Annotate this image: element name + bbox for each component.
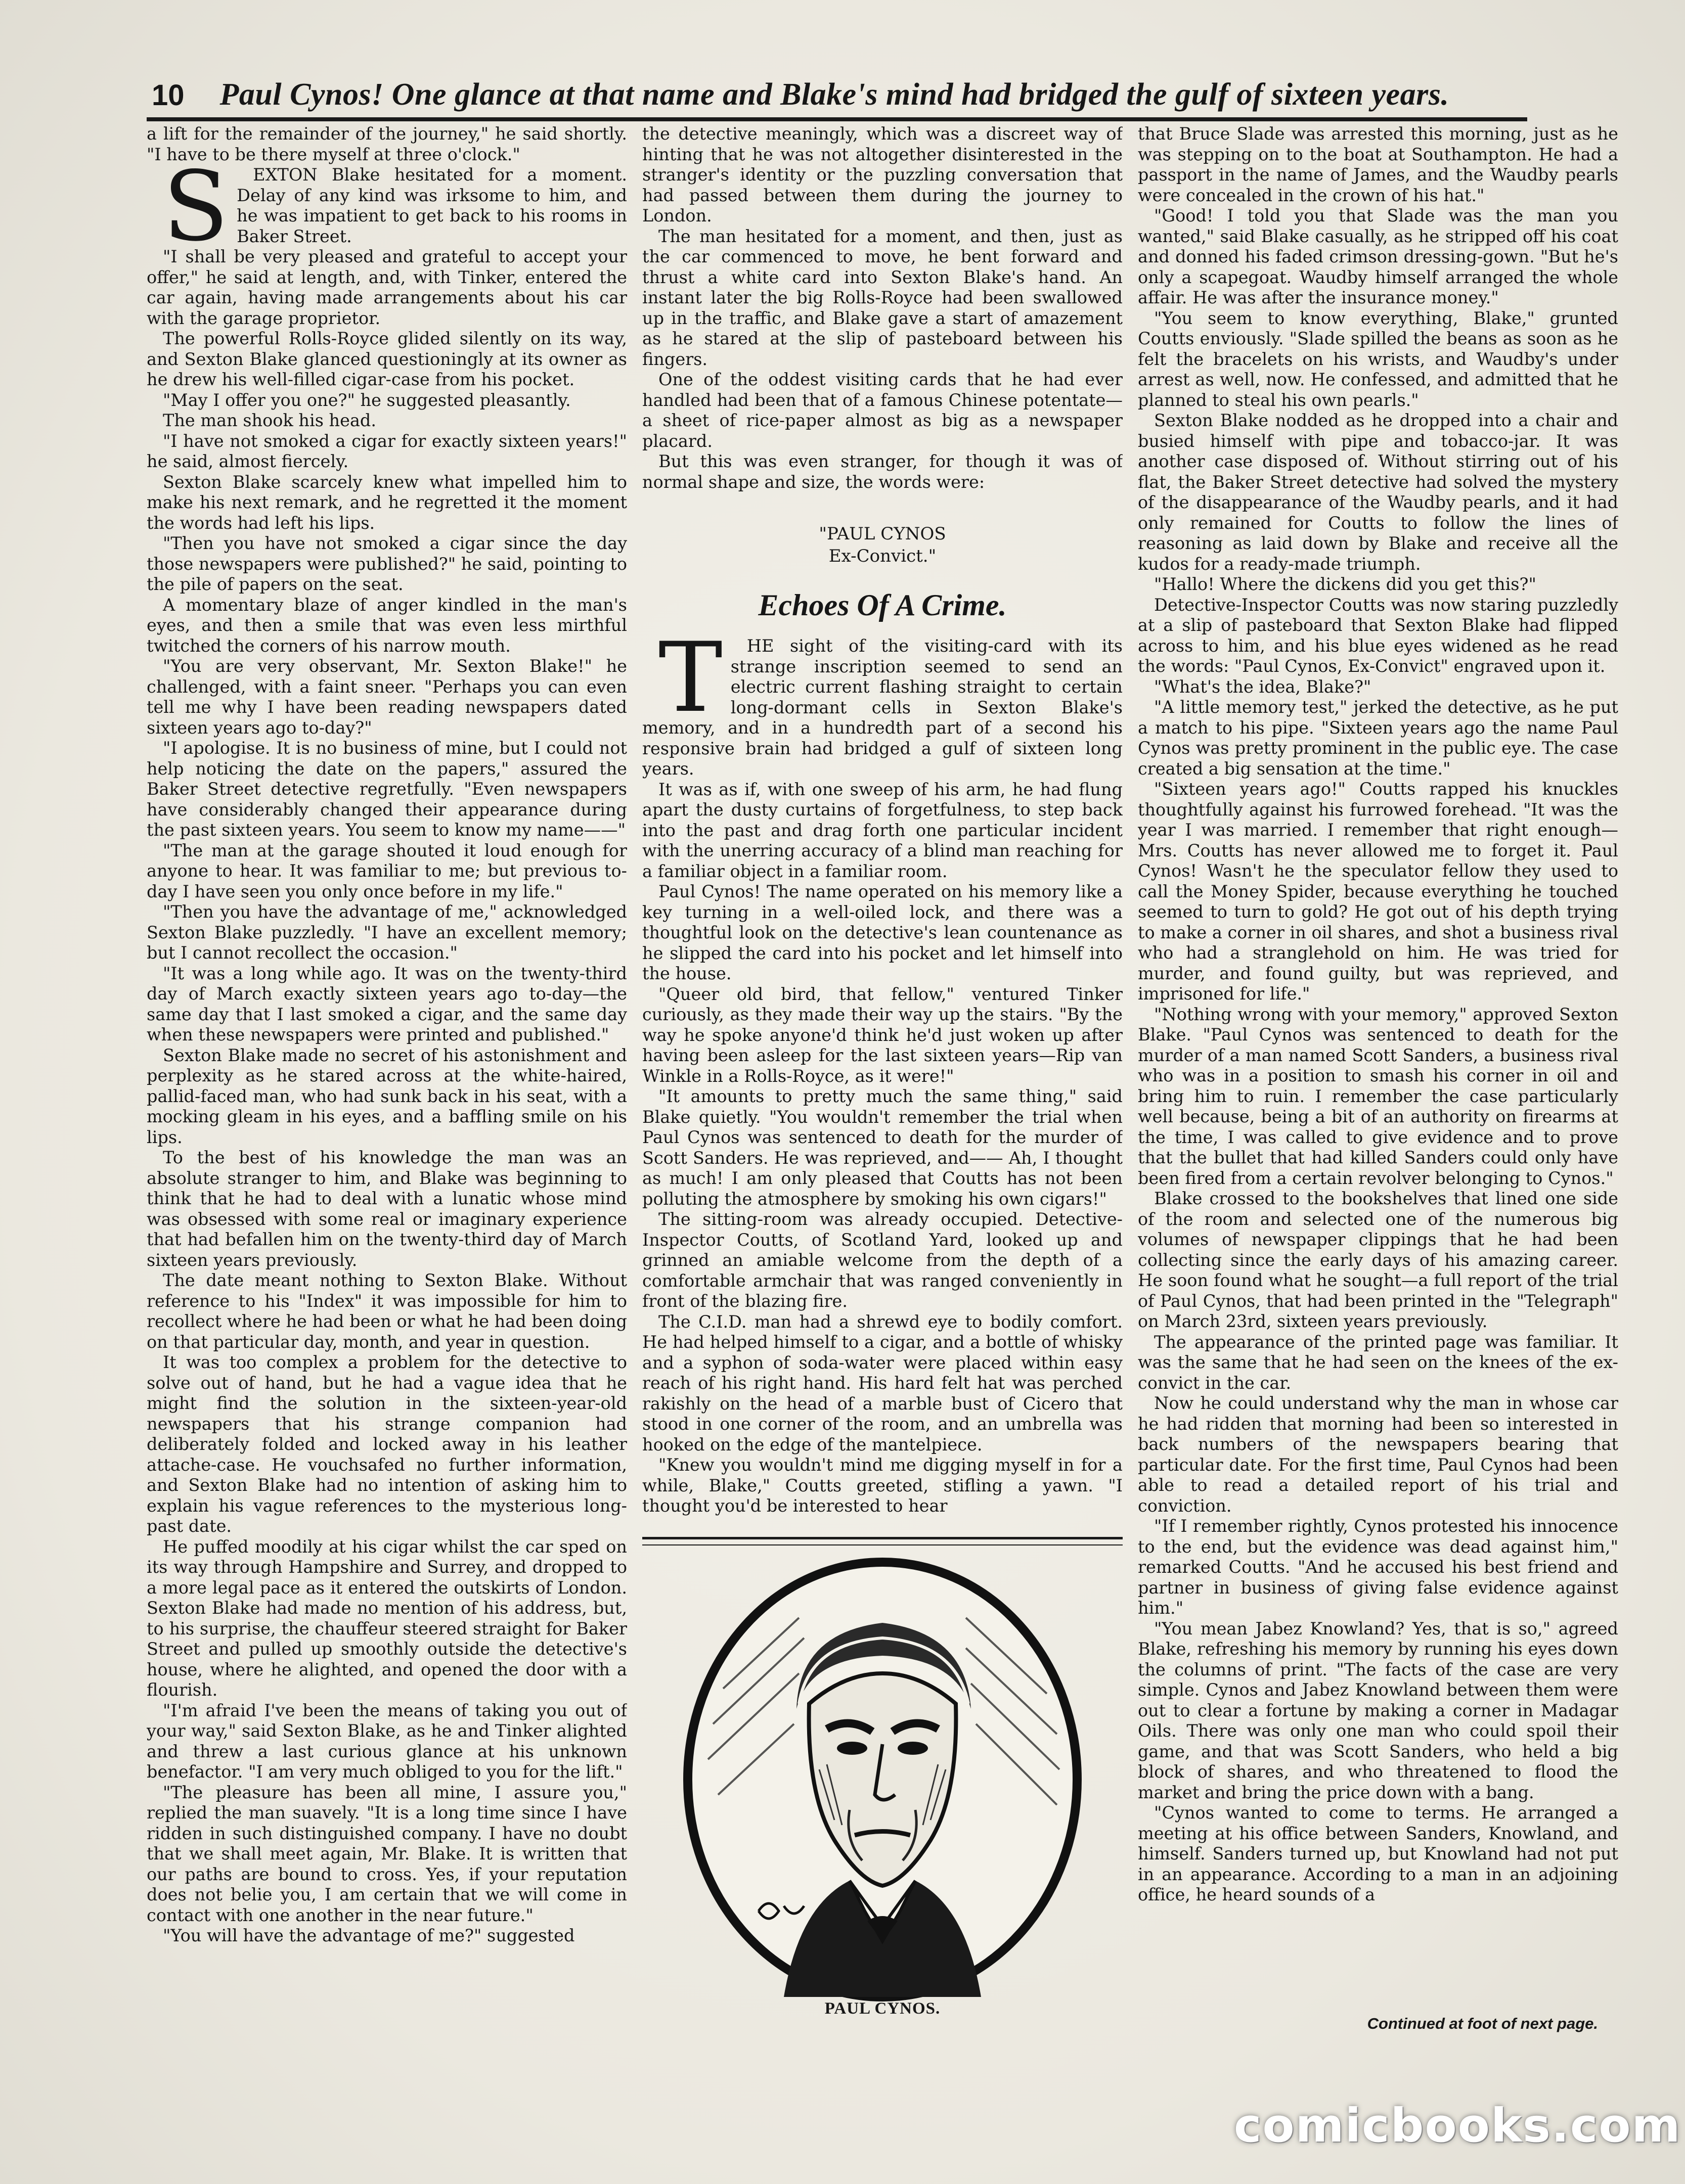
paragraph: It was too complex a problem for the detective to solve out of hand, but he had a vague idea that he might find the solution in the sixteen-year-old newspapers that his strange companion had deliberately folded and locked away in his leather attache-case. He vouchsafed no further information, and Sexton Blake had no intention of asking him to explain his vague references to the mysterious long-past date. xyxy=(147,1352,627,1536)
paragraph: Now he could understand why the man in whose car he had ridden that morning had been so interested in back numbers of the newspapers bearing that particular date. For the first time, Paul Cynos had been able to read a detailed report of his trial and conviction. xyxy=(1138,1393,1618,1516)
page-header xyxy=(152,71,1527,110)
site-watermark: comicbooks.com xyxy=(1234,2099,1681,2153)
paragraph: "I'm afraid I've been the means of taking you out of your way," said Sexton Blake, as he and Tinker alighted and threw a last curious glance at his unknown benefactor. "I am very much obliged to you for the lift." xyxy=(147,1700,627,1782)
paragraph: "Nothing wrong with your memory," approved Sexton Blake. "Paul Cynos was sentenced to death for the murder of a man named Scott Sanders, a business rival who was in a position to smash his corner in oil and bring him to ruin. I remember the case particularly well because, being a bit of an authority on firearms at the time, I was called to give evidence and to prove that the bullet that had killed Sanders could only have been fired from a certain revolver belonging to Cynos." xyxy=(1138,1004,1618,1188)
visiting-card-text xyxy=(642,523,1123,567)
paragraph: SEXTON Blake hesitated for a moment. Delay of any kind was irksome to him, and he was impatient to get back to his rooms in Baker Street. xyxy=(163,151,627,262)
paragraph: The man hesitated for a moment, and then, just as the car commenced to move, he bent forward and thrust a white card into Sexton Blake's hand. An instant later the big Rolls-Royce had been swallowed up in the traffic, and Blake gave a start of amazement as he stared at the slip of pasteboard between his fingers. xyxy=(642,226,1123,369)
paragraph: The appearance of the printed page was familiar. It was the same that he had seen on the knees of the ex-convict in the car. xyxy=(1138,1332,1618,1393)
continued-note: Continued at foot of next page. xyxy=(1367,2015,1598,2032)
paragraph: The C.I.D. man had a shrewd eye to bodily comfort. He had helped himself to a cigar, and a bottle of whisky and a syphon of soda-water were placed within easy reach of his right hand. His hard felt hat was perched rakishly on the head of a marble bust of Cicero that stood in one corner of the room, and an umbrella was hooked on the edge of the mantelpiece. xyxy=(642,1311,1123,1454)
paragraph: "You mean Jabez Knowland? Yes, that is so," agreed Blake, refreshing his memory by running his eyes down the columns of print. "The facts of the case are very simple. Cynos and Jabez Knowland between them were out to clear a fortune by making a corner in Madagar Oils. There was only one man who could spoil their game, and that was Scott Sanders, who held a big block of shares, and who threatened to flood the market and bring the price down with a bang. xyxy=(1138,1618,1618,1802)
paragraph: Paul Cynos! The name operated on his memory like a key turning in a well-oiled lock, and there was a thoughtful look on the detective's lean countenance as he slipped the card into his pocket and let himself into the house. xyxy=(642,882,1123,983)
paragraph: "Hallo! Where the dickens did you get this?" xyxy=(1154,574,1536,594)
paragraph: It was as if, with one sweep of his arm, he had flung apart the dusty curtains of forgetfulness, to step back into the past and drag forth one particular incident with the unerring accuracy of a blind man reaching for a familiar object in a familiar room. xyxy=(642,779,1123,881)
paragraph: "What's the idea, Blake?" xyxy=(1154,676,1371,697)
paragraph: "The pleasure has been all mine, I assure you," replied the man suavely. "It is a long time since I have ridden in such distinguished company. I have no doubt that we shall meet again, Mr. Blake. It is written that our paths are bound to cross. Yes, if your reputation does not belie you, I am certain that we will come in contact with one another in the near future." xyxy=(147,1782,627,1925)
paragraph: a lift for the remainder of the journey," he said shortly. "I have to be there myself at three o'clock." xyxy=(147,124,627,164)
paragraph: "Cynos wanted to come to terms. He arranged a meeting at his office between Sanders, Knowland, and himself. Sanders turned up, but Knowland had not put in an appearance. According to a man in an adjoining office, he heard sounds of a xyxy=(1138,1803,1618,1904)
paragraph: "The man at the garage shouted it loud enough for anyone to hear. It was familiar to me; but previous to-day I have seen you only once before in my life." xyxy=(147,840,627,901)
paragraph: the detective meaningly, which was a discreet way of hinting that he was not altogether disinterested in the stranger's identity or the puzzling conversation that had passed between them during the journey to London. xyxy=(642,124,1123,225)
paragraph: The sitting-room was already occupied. Detective-Inspector Coutts, of Scotland Yard, looked up and grinned an amiable welcome from the depth of a comfortable armchair that was ranged conveniently in front of the blazing fire. xyxy=(642,1209,1123,1311)
paragraph: "May I offer you one?" he suggested pleasantly. xyxy=(163,390,571,410)
paragraph: "Then you have not smoked a cigar since the day those newspapers were published?" he said, pointing to the pile of papers on the seat. xyxy=(147,533,627,594)
paragraph: "I have not smoked a cigar for exactly sixteen years!" he said, almost fiercely. xyxy=(147,431,627,471)
paragraph: THE sight of the visiting-card with its strange inscription seemed to send an electric current flashing straight to certain long-dormant cells in Sexton Blake's memory, and in a hundredth part of a second his responsive brain had bridged a gulf of sixteen long years. xyxy=(642,622,1123,779)
illustration-divider xyxy=(642,1537,1123,1545)
paragraph: One of the oddest visiting cards that he had ever handled had been that of a famous Chinese potentate—a sheet of rice-paper almost as big as a newspaper placard. xyxy=(642,370,1123,451)
paragraph: Sexton Blake nodded as he dropped into a chair and busied himself with pipe and tobacco-jar. It was another case disposed of. Without stirring out of his flat, the Baker Street detective had solved the mystery of the disappearance of the Waudby pearls, and it had only remained for Coutts to follow the lines of reasoning as laid down by Blake and receive all the kudos for a ready-made triumph. xyxy=(1138,411,1618,574)
card-line-title: Ex-Convict." xyxy=(828,546,937,566)
section-heading: Echoes Of A Crime. xyxy=(758,588,1007,622)
paragraph: He puffed moodily at his cigar whilst the car sped on its way through Hampshire and Surrey, and dropped to a more legal pace as it entered the outskirts of London. Sexton Blake had made no mention of his address, but, to his surprise, the chauffeur steered straight for Baker Street and pulled up smoothly outside the detective's house, where he alighted, and opened the door with a flourish. xyxy=(147,1536,627,1700)
paragraph: "You are very observant, Mr. Sexton Blake!" he challenged, with a faint sneer. "Perhaps you can even tell me why I have been reading newspapers dated sixteen years ago to-day?" xyxy=(147,656,627,738)
paragraph: "I apologise. It is no business of mine, but I could not help noticing the date on the papers," assured the Baker Street detective regretfully. "Even newspapers have considerably changed their appearance during the past sixteen years. You seem to know my name——" xyxy=(147,738,627,840)
paragraph: To the best of his knowledge the man was an absolute stranger to him, and Blake was beginning to think that he had to deal with a lunatic whose mind was obsessed with some real or imaginary experience that had befallen him on the twenty-third day of March sixteen years previously. xyxy=(147,1148,627,1270)
paragraph: "Good! I told you that Slade was the man you wanted," said Blake casually, as he stripped off his coat and donned his faded crimson dressing-gown. "But he's only a scapegoat. Waudby himself arranged the whole affair. He was after the insurance money." xyxy=(1138,206,1618,307)
paragraph: "I shall be very pleased and grateful to accept your offer," he said at length, and, with Tinker, entered the car again, having made arrangements about his car with the garage proprietor. xyxy=(147,247,627,328)
paragraph: "Knew you wouldn't mind me digging myself in for a while, Blake," Coutts greeted, stifling a yawn. "I thought you'd be interested to hear xyxy=(642,1455,1123,1516)
paragraph: The powerful Rolls-Royce glided silently on its way, and Sexton Blake glanced questioningly at its owner as he drew his well-filled cigar-case from his pocket. xyxy=(147,329,627,389)
column-right xyxy=(1138,124,1618,2045)
paragraph: "It was a long while ago. It was on the twenty-third day of March exactly sixteen years ago to-day—the same day that I last smoked a cigar, and the same day when these newspapers were printed and published." xyxy=(147,963,627,1044)
paragraph: that Bruce Slade was arrested this morning, just as he was stepping on to the boat at Southampton. He had a passport in the name of James, and the Waudby pearls were concealed in the crown of his hat." xyxy=(1138,124,1618,205)
page-number: 10 xyxy=(152,79,185,112)
card-line-name: "PAUL CYNOS xyxy=(819,524,946,544)
header-rule xyxy=(147,117,1527,121)
portrait-illustration xyxy=(683,1557,1082,2002)
paragraph: Sexton Blake scarcely knew what impelled him to make his next remark, and he regretted it the moment the words had left his lips. xyxy=(147,472,627,533)
paragraph: But this was even stranger, for though it was of normal shape and size, the words were: xyxy=(642,451,1123,492)
paragraph: Blake crossed to the bookshelves that lined one side of the room and selected one of the numerous big volumes of newspaper clippings that he had been collecting since the early days of his amazing career. He soon found what he sought—a full report of the trial of Paul Cynos, that had been printed in the "Telegraph" on March 23rd, sixteen years previously. xyxy=(1138,1189,1618,1331)
paragraph: "Sixteen years ago!" Coutts rapped his knuckles thoughtfully against his furrowed forehead. "It was the year I was married. I remember that right enough—Mrs. Coutts has never allowed me to forget it. Paul Cynos! Wasn't he the speculator fellow they used to call the Money Spider, because everything he touched seemed to turn to gold? He got out of his depth trying to make a corner in oil shares, and shot a business rival who had a stranglehold on him. He was tried for murder, and found guilty, but was reprieved, and imprisoned for life." xyxy=(1138,779,1618,1004)
paragraph: The man shook his head. xyxy=(163,411,377,430)
paragraph: "Queer old bird, that fellow," ventured Tinker curiously, as they made their way up the stairs. "By the way he spoke anyone'd think he'd just woken up after having been asleep for the last sixteen years—Rip van Winkle in a Rolls-Royce, as it were!" xyxy=(642,984,1123,1086)
paragraph: "It amounts to pretty much the same thing," said Blake quietly. "You wouldn't remember the trial when Paul Cynos was sentenced to death for the murder of Scott Sanders. He was reprieved, and—— Ah, I thought as much! I am only pleased that Coutts has not been polluting the atmosphere by smoking his own cigars!" xyxy=(642,1086,1123,1209)
paragraph: "You will have the advantage of me?" suggested xyxy=(163,1926,575,1945)
paragraph: "If I remember rightly, Cynos protested his innocence to the end, but the evidence was dead against him," remarked Coutts. "And he accused his best friend and partner in business of giving false evidence against him." xyxy=(1138,1516,1618,1618)
paragraph: "Then you have the advantage of me," acknowledged Sexton Blake puzzledly. "I have an excellent memory; but I cannot recollect the occasion." xyxy=(147,902,627,963)
illustration-caption: PAUL CYNOS. xyxy=(824,1999,941,2018)
column-left xyxy=(147,124,627,2045)
header-quote: Paul Cynos! One glance at that name and Blake's mind had bridged the gulf of sixteen years. xyxy=(219,77,1449,112)
paragraph: The date meant nothing to Sexton Blake. Without reference to his "Index" it was impossible for him to recollect where he had been or what he had been doing on that particular day, month, and year in question. xyxy=(147,1270,627,1352)
paragraph: Detective-Inspector Coutts was now staring puzzledly at a slip of pasteboard that Sexton Blake had flipped across to him, and his blue eyes widened as he read the words: "Paul Cynos, Ex-Convict" engraved upon it. xyxy=(1138,595,1618,676)
paragraph: Sexton Blake made no secret of his astonishment and perplexity as he stared across at the white-haired, pallid-faced man, who had sunk back in his seat, with a mocking gleam in his eyes, and a baffling smile on his lips. xyxy=(147,1045,627,1147)
paragraph: "You seem to know everything, Blake," grunted Coutts enviously. "Slade spilled the beans as soon as he felt the bracelets on his wrists, and Waudby's under arrest as well, now. He confessed, and admitted that he planned to steal his own pearls." xyxy=(1138,308,1618,410)
paragraph: A momentary blaze of anger kindled in the man's eyes, and then a smile that was even less mirthful twitched the corners of his narrow mouth. xyxy=(147,595,627,656)
paragraph: "A little memory test," jerked the detective, as he put a match to his pipe. "Sixteen years ago the name Paul Cynos was pretty prominent in the public eye. The case created a big sensation at the time." xyxy=(1138,697,1618,779)
